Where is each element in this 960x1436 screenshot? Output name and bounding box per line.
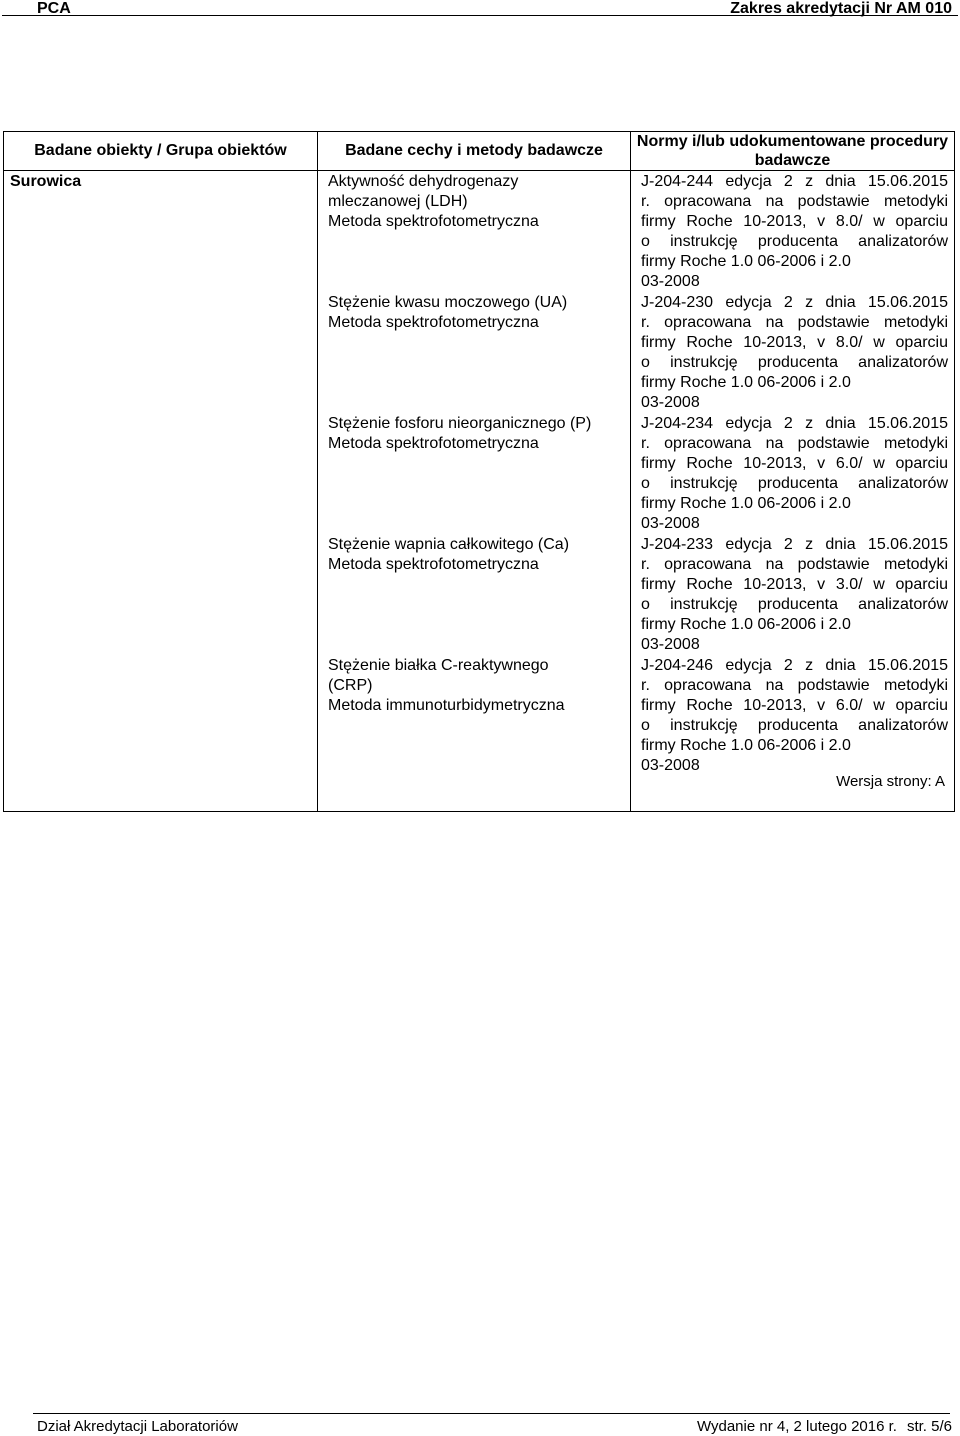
column-header-objects: Badane obiekty / Grupa obiektów [4, 132, 318, 171]
feature-line: Stężenie kwasu moczowego (UA) [328, 294, 568, 311]
feature-item [328, 171, 620, 292]
feature-line: Metoda spektrofotometryczna [328, 213, 539, 230]
object-cell [4, 171, 318, 812]
feature-line: Stężenie białka C-reaktywnego [328, 657, 549, 674]
norm-line: r. opracowana na podstawie metodyki [641, 556, 948, 573]
feature-item [328, 413, 620, 534]
norm-line: J-204-230 edycja 2 z dnia 15.06.2015 [641, 294, 948, 311]
norm-line: o instrukcję producenta analizatorów [641, 233, 948, 250]
feature-line: mleczanowej (LDH) [328, 193, 468, 210]
norm-line: firmy Roche 10-2013, v 3.0/ w oparciu [641, 576, 948, 593]
norm-line: firmy Roche 1.0 06-2006 i 2.0 [641, 374, 851, 391]
features-cell [318, 171, 631, 812]
norm-line: J-204-234 edycja 2 z dnia 15.06.2015 [641, 415, 948, 432]
table-row [4, 171, 955, 812]
norm-item [641, 413, 948, 534]
footer-edition: Wydanie nr 4, 2 lutego 2016 r. [696, 1418, 897, 1435]
table-header-row [4, 132, 955, 171]
norm-item [641, 292, 948, 413]
feature-line: (CRP) [328, 677, 373, 694]
feature-line: Aktywność dehydrogenazy [328, 173, 519, 190]
norm-line: J-204-246 edycja 2 z dnia 15.06.2015 [641, 657, 948, 674]
footer-department: Dział Akredytacji Laboratoriów [37, 1418, 238, 1435]
norm-line: firmy Roche 1.0 06-2006 i 2.0 [641, 253, 851, 270]
norm-line: firmy Roche 1.0 06-2006 i 2.0 [641, 737, 851, 754]
feature-line: Metoda spektrofotometryczna [328, 435, 539, 452]
norm-line: 03-2008 [641, 394, 700, 411]
header-title: Zakres akredytacji Nr AM 010 [730, 0, 952, 17]
norm-line: firmy Roche 10-2013, v 6.0/ w oparciu [641, 455, 948, 472]
norm-line: firmy Roche 1.0 06-2006 i 2.0 [641, 616, 851, 633]
feature-line: Metoda spektrofotometryczna [328, 314, 539, 331]
norm-line: firmy Roche 10-2013, v 8.0/ w oparciu [641, 213, 948, 230]
norm-line: 03-2008 [641, 273, 700, 290]
footer-divider [33, 1413, 950, 1414]
norm-line: firmy Roche 1.0 06-2006 i 2.0 [641, 495, 851, 512]
norm-line: o instrukcję producenta analizatorów [641, 596, 948, 613]
feature-item [328, 534, 620, 655]
accreditation-table [3, 131, 955, 812]
feature-item [328, 655, 620, 776]
norm-line: firmy Roche 10-2013, v 8.0/ w oparciu [641, 334, 948, 351]
norm-line: o instrukcję producenta analizatorów [641, 354, 948, 371]
norm-line: 03-2008 [641, 636, 700, 653]
norm-line: J-204-244 edycja 2 z dnia 15.06.2015 [641, 173, 948, 190]
header-divider [2, 15, 958, 16]
norm-line: 03-2008 [641, 757, 700, 774]
norm-item [641, 171, 948, 292]
norms-cell [631, 171, 955, 812]
norm-line: r. opracowana na podstawie metodyki [641, 193, 948, 210]
column-header-features: Badane cechy i metody badawcze [318, 132, 631, 171]
header-org: PCA [37, 0, 71, 17]
norm-line: o instrukcję producenta analizatorów [641, 717, 948, 734]
norm-line: o instrukcję producenta analizatorów [641, 475, 948, 492]
norm-item [641, 655, 948, 776]
norm-line: 03-2008 [641, 515, 700, 532]
norm-item [641, 534, 948, 655]
feature-line: Stężenie wapnia całkowitego (Ca) [328, 536, 570, 553]
footer-page-number: str. 5/6 [906, 1418, 952, 1435]
page-version: Wersja strony: A [836, 773, 945, 790]
norm-line: firmy Roche 10-2013, v 6.0/ w oparciu [641, 697, 948, 714]
norm-line: r. opracowana na podstawie metodyki [641, 677, 948, 694]
norm-line: J-204-233 edycja 2 z dnia 15.06.2015 [641, 536, 948, 553]
object-name: Surowica [10, 173, 82, 190]
column-header-norms: Normy i/lub udokumentowane procedury badawcze [631, 132, 955, 171]
feature-line: Stężenie fosforu nieorganicznego (P) [328, 415, 592, 432]
norm-line: r. opracowana na podstawie metodyki [641, 314, 948, 331]
feature-line: Metoda immunoturbidymetryczna [328, 697, 565, 714]
footer-info [687, 1418, 952, 1436]
feature-line: Metoda spektrofotometryczna [328, 556, 539, 573]
feature-item [328, 292, 620, 413]
norm-line: r. opracowana na podstawie metodyki [641, 435, 948, 452]
